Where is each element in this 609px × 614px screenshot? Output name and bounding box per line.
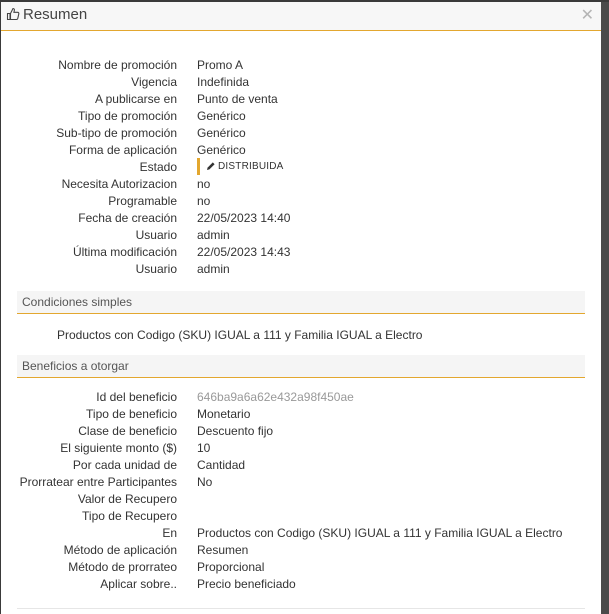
field-value: no	[197, 194, 211, 208]
field-row	[1, 440, 601, 457]
summary-fields	[1, 57, 601, 278]
field-value: Promo A	[197, 58, 244, 72]
field-label: Método de aplicación	[63, 543, 177, 557]
field-value: Precio beneficiado	[197, 577, 296, 591]
field-label: Id del beneficio	[96, 390, 177, 404]
section-title: Condiciones simples	[22, 295, 133, 309]
summary-dialog	[1, 2, 601, 614]
field-row	[1, 91, 601, 108]
field-value: Resumen	[197, 543, 249, 557]
field-value: 22/05/2023 14:43	[197, 245, 291, 259]
benefit-fields	[1, 389, 601, 593]
field-value: 22/05/2023 14:40	[197, 211, 291, 225]
field-value: Monetario	[197, 407, 251, 421]
field-label: Tipo de Recupero	[82, 509, 177, 523]
field-value: Genérico	[197, 143, 246, 157]
field-value: admin	[197, 262, 230, 276]
field-row	[1, 474, 601, 491]
field-row	[1, 108, 601, 125]
field-row	[1, 261, 601, 278]
status-accent-bar	[197, 158, 200, 175]
field-row	[1, 491, 601, 508]
field-value: Descuento fijo	[197, 424, 274, 438]
section-title: Beneficios a otorgar	[22, 359, 129, 373]
field-label: A publicarse en	[94, 92, 177, 106]
field-value: Indefinida	[197, 75, 250, 89]
field-row	[1, 406, 601, 423]
field-row	[1, 559, 601, 576]
field-label: Nombre de promoción	[58, 58, 177, 72]
field-label: Vigencia	[131, 75, 177, 89]
dialog-titlebar	[1, 2, 601, 31]
field-value: 10	[197, 441, 211, 455]
field-label: El siguiente monto ($)	[60, 441, 177, 455]
field-label: Método de prorrateo	[68, 560, 177, 574]
benefit-id-value: 646ba9a6a62e432a98f450ae	[197, 390, 354, 404]
field-label: En	[162, 526, 177, 540]
pencil-icon	[206, 161, 216, 171]
field-label: Tipo de promoción	[78, 109, 177, 123]
dialog-title: Resumen	[23, 6, 88, 23]
conditions-text: Productos con Codigo (SKU) IGUAL a 111 y Familia IGUAL a Electro	[57, 328, 423, 342]
field-value: admin	[197, 228, 230, 242]
field-row	[1, 57, 601, 74]
field-label: Programable	[108, 194, 177, 208]
field-value: Genérico	[197, 109, 246, 123]
field-label: Clase de beneficio	[78, 424, 177, 438]
field-value: Productos con Codigo (SKU) IGUAL a 111 y Familia IGUAL a Electro	[197, 526, 563, 540]
field-label: Última modificación	[72, 245, 177, 259]
field-value: Proporcional	[197, 560, 265, 574]
field-row	[1, 423, 601, 440]
field-value: Punto de venta	[197, 92, 278, 106]
field-value: no	[197, 177, 211, 191]
field-value: Genérico	[197, 126, 246, 140]
field-row	[1, 508, 601, 525]
field-label: Necesita Autorizacion	[61, 177, 177, 191]
field-label: Tipo de beneficio	[86, 407, 177, 421]
field-row	[1, 142, 601, 159]
field-row	[1, 457, 601, 474]
field-row	[1, 244, 601, 261]
field-label: Usuario	[135, 262, 177, 276]
section-header-benefits	[17, 355, 585, 378]
field-row	[1, 125, 601, 142]
field-label: Fecha de creación	[78, 211, 177, 225]
field-row	[1, 227, 601, 244]
field-row	[1, 210, 601, 227]
field-row	[1, 193, 601, 210]
thumbs-up-icon	[6, 7, 20, 21]
field-label: Sub-tipo de promoción	[56, 126, 177, 140]
field-label: Valor de Recupero	[77, 492, 177, 506]
field-row	[1, 176, 601, 193]
field-row	[1, 525, 601, 542]
field-label: Usuario	[135, 228, 177, 242]
scrollbar[interactable]	[601, 2, 609, 614]
field-label: Prorratear entre Participantes	[19, 475, 177, 489]
field-label: Estado	[139, 160, 177, 174]
section-header-conditions	[17, 291, 585, 314]
field-row	[1, 542, 601, 559]
divider	[17, 608, 585, 609]
status-text: DISTRIBUIDA	[218, 161, 284, 172]
field-value: Cantidad	[197, 458, 246, 472]
field-label: Por cada unidad de	[72, 458, 177, 472]
field-row	[1, 74, 601, 91]
field-row	[1, 576, 601, 593]
field-label: Forma de aplicación	[68, 143, 177, 157]
field-row	[1, 159, 601, 176]
field-value: No	[197, 475, 213, 489]
close-icon[interactable]: ✕	[580, 7, 594, 24]
field-label: Aplicar sobre..	[100, 577, 177, 591]
field-row	[1, 389, 601, 406]
